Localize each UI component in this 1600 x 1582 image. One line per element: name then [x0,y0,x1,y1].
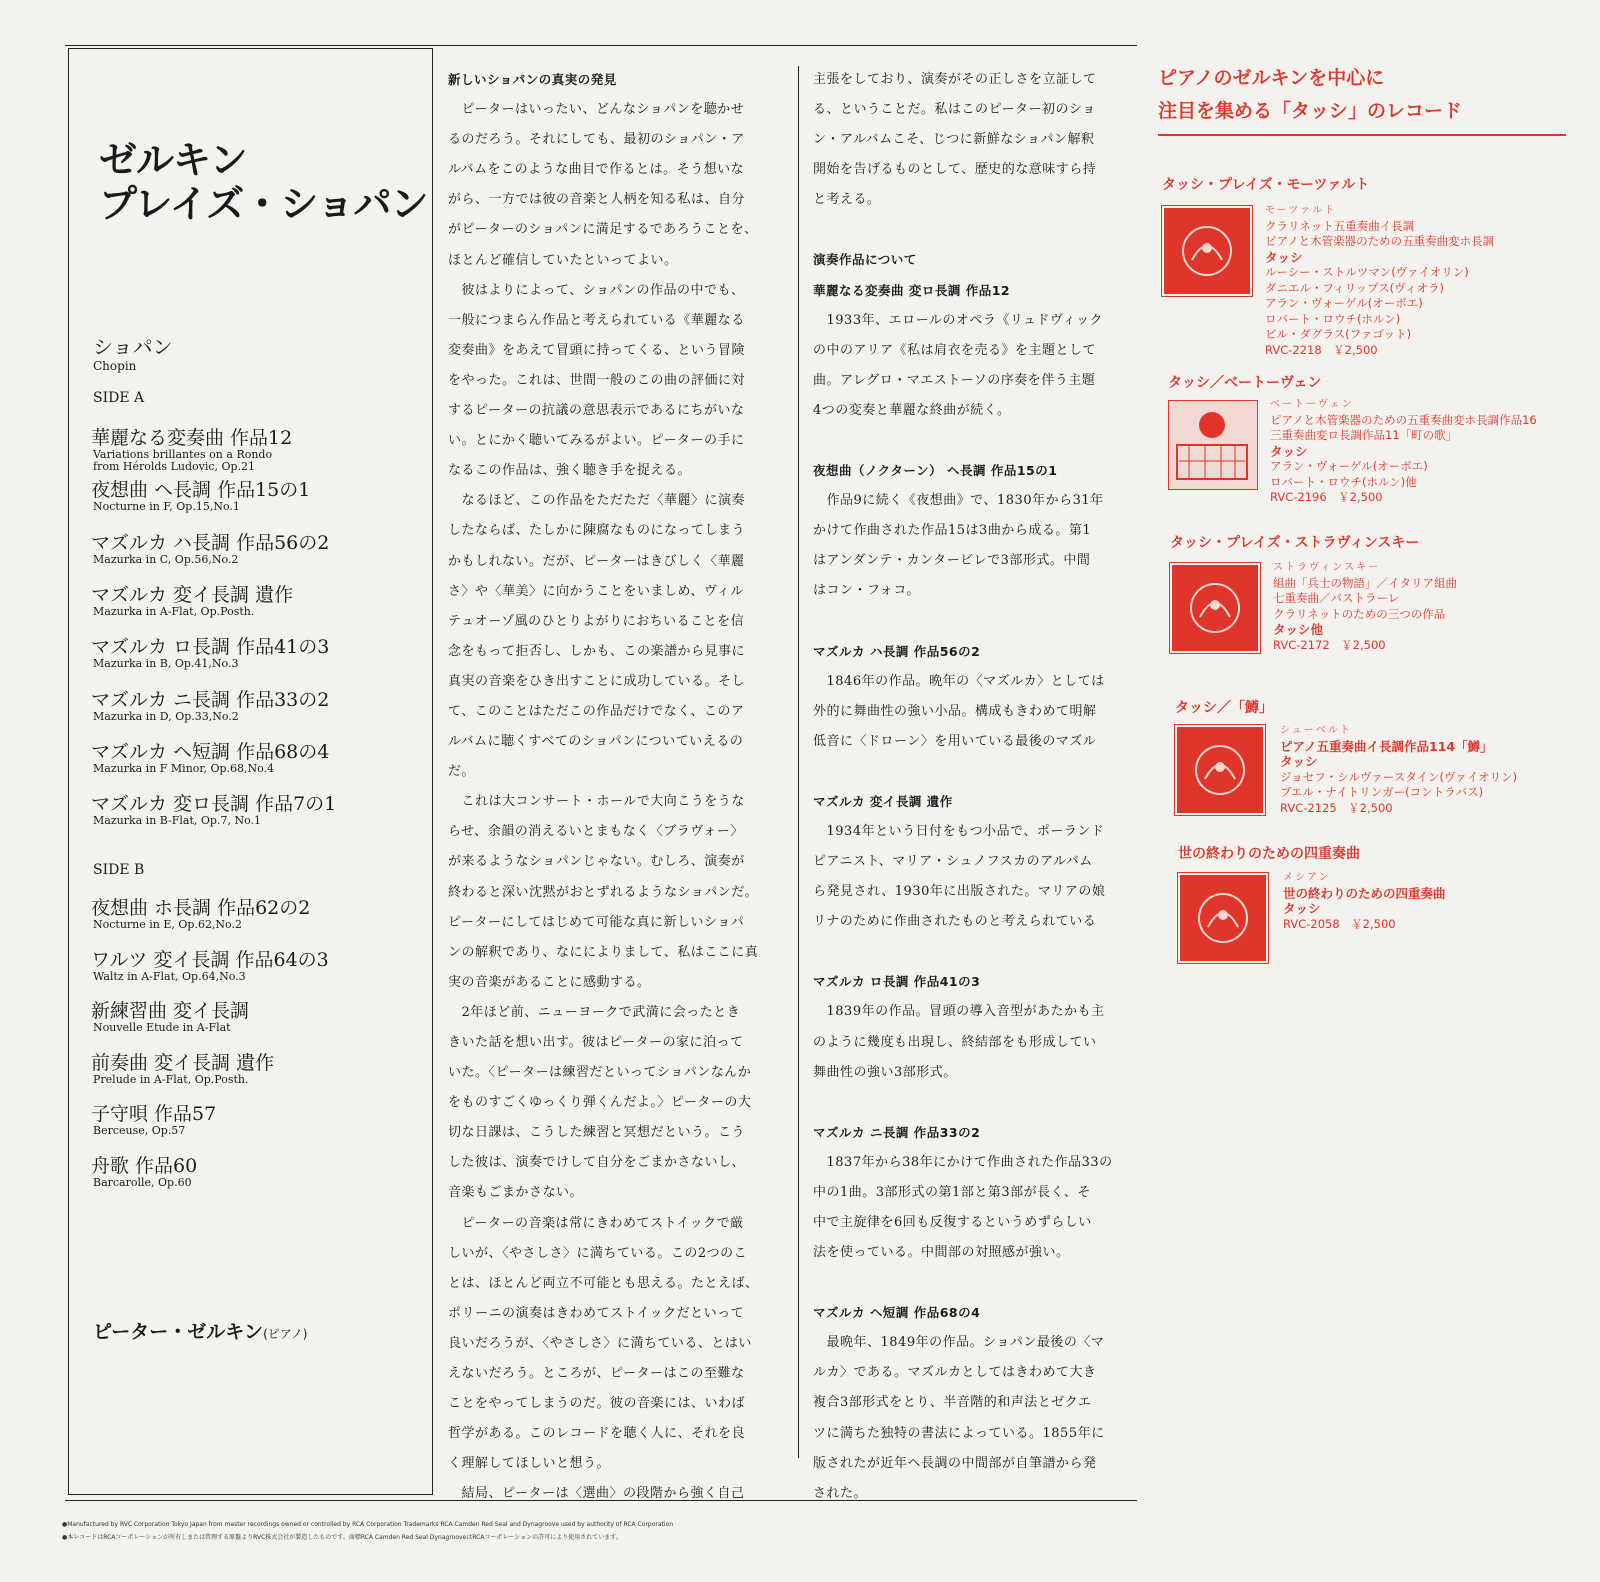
track-item [91,1155,426,1189]
ad-heading-line1: ピアノのゼルキンを中心に [1158,67,1385,89]
ad-detail-line: RVC-2125 ￥2,500 [1280,800,1393,815]
essay-line: 終わると深い沈黙がおとずれるようなショパンだ。 [448,884,759,900]
ad-detail-line: ロバート・ロウチ(ホルン)他 [1270,474,1417,489]
essay-line: きいた話を想い出す。彼はピーターの家に泊って [448,1035,744,1050]
section-heading: マズルカ 変イ長調 遺作 [813,793,953,809]
track-title-jp: マズルカ 変イ長調 遺作 [91,583,294,606]
essay-line: 4つの変奏と華麗な終曲が続く。 [813,402,1011,418]
essay-line: ポリーニの演奏はきわめてストイックだといって [448,1305,745,1321]
essay-line: ン・アルバムこそ、じつに新鮮なショパン解釈 [813,132,1095,148]
essay-line: ら発見され、1930年に出版された。マリアの娘 [813,884,1106,900]
essay-line: ンの解釈であり、なにによりまして、私はここに真 [448,944,759,960]
track-item [91,427,426,473]
album-title-line1: ゼルキン [99,138,247,182]
track-title-jp: 前奏曲 変イ長調 遺作 [91,1051,275,1074]
side-b-label: SIDE B [93,862,145,878]
side-a-label: SIDE A [93,390,145,406]
ad-detail-line: ジョセフ・シルヴァースタイン(ヴァイオリン) [1280,769,1518,784]
essay-line: したならば、たしかに陳腐なものになってしまう [448,523,746,539]
track-item [91,741,426,775]
track-title-en: Nocturne in E, Op.62,No.2 [93,918,242,931]
ad-record-details [1283,870,1446,932]
essay-line: 中で主旋律を6回も反復するというめずらしい [813,1215,1092,1230]
essay-line: るのだろう。それにしても、最初のショパン・ア [448,132,745,148]
cover-art-icon [1164,208,1250,294]
essay-line: 1934年という日付をもつ小品で、ポーランド [813,823,1105,839]
performer-name: ピーター・ゼルキン [93,1321,264,1343]
essay-line: 作品9に続く《夜想曲》で、1830年から31年 [813,493,1104,509]
essay-line: ルバムをこのような曲目で作るとは。そう想いな [448,162,745,178]
ad-detail-line: タッシ他 [1273,622,1324,637]
messiaen-cover [1178,873,1268,963]
track-title-en: Berceuse, Op.57 [93,1124,186,1137]
ad-detail-line: RVC-2218 ￥2,500 [1265,342,1378,357]
footer-notice-jp: ●本レコードはRCAコーポレーションが所有しまたは管理する原盤よりRVC株式会社が製造したものです。商標RCA Camden Red Seal DynagrooveはRCAコーポレーションの許可により使用されています。 [62,1534,622,1541]
ad-detail-line: ストラヴィンスキー [1273,562,1381,573]
essay-column-1 [448,65,790,1502]
essay-line: 彼はよりによって、ショパンの作品の中でも、 [448,282,745,298]
track-title-en: Mazurka in B, Op.41,No.3 [93,657,239,671]
essay-line: 結局、ピーターは〈選曲〉の段階から強く自己 [448,1486,745,1502]
essay-line: テュオーゾ風のひとりよがりにおちいることを信 [448,613,745,629]
ad-detail-line: ピアノ五重奏曲イ長調作品114「鱒」 [1280,738,1493,754]
essay-line: のように幾度も出現し、終結部をも形成してい [813,1034,1097,1050]
column-divider [798,66,799,1458]
essay-line: かもしれない。だが、ピーターはきびしく〈華麗 [448,553,745,569]
essay-line: 開始を告げるものとして、歴史的な意味すら持 [813,162,1097,178]
tashi-logo-cover [1162,206,1252,296]
track-title-en: Nocturne in F, Op.15,No.1 [93,500,240,514]
ad-record-title: 世の終わりのための四重奏曲 [1178,846,1360,862]
section-heading: 演奏作品について [813,252,917,268]
essay-line: とは、ほとんど両立不可能とも思える。たとえば、 [448,1275,759,1291]
essay-line: 切な日課は、こうした練習と冥想だという。こう [448,1125,746,1141]
ad-detail-line: クラリネット五重奏曲イ長調 [1265,218,1415,233]
track-title-jp: 新練習曲 変イ長調 [91,1000,250,1022]
essay-line: て、このことはただこの作品だけでなく、このア [448,703,745,719]
ad-detail-line: タッシ [1283,901,1321,916]
paragraph-gap [813,426,1138,456]
track-title-en: Barcarolle, Op.60 [93,1175,192,1189]
essay-line: 実の音楽があることに感動する。 [448,974,651,990]
track-title-jp: 夜想曲 ヘ長調 作品15の1 [91,479,311,502]
cover-art-icon [1180,875,1266,961]
essay-line: ほとんど確信していたといってよい。 [448,252,678,268]
ad-detail-line: 三重奏曲変ロ長調作品11「町の歌」 [1270,428,1458,442]
ad-detail-line: ブエル・ナイトリンガー(コントラバス) [1280,785,1484,799]
ad-detail-line: ベートーヴェン [1270,399,1354,410]
essay-line: しいが、〈やさしさ〉に満ちている。この2つのこ [448,1245,748,1261]
ad-detail-line: 組曲「兵士の物語」／イタリア組曲 [1273,575,1457,590]
section-heading: 夜想曲（ノクターン） ヘ長調 作品15の1 [813,463,1058,479]
essay-line: の中のアリア《私は肩衣を売る》を主題として [813,342,1096,358]
track-item [91,1103,426,1137]
track-title-en: Mazurka in B-Flat, Op.7, No.1 [93,814,262,828]
track-title-jp: マズルカ ヘ短調 作品68の4 [91,740,330,763]
ad-record-title: タッシ／「鱒」 [1175,700,1273,716]
essay-line: 2年ほど前、ニューヨークで武満に会ったとき [448,1004,741,1020]
essay-line: ピーターにしてはじめて可能な真に新しいショパ [448,914,745,930]
track-item [91,1000,426,1034]
essay-line: いた。〈ピーターは練習だといってショパンなんか [448,1065,752,1081]
paragraph-gap [813,1088,1138,1118]
essay-line: ツに満ちた独特の書法によっている。1855年に [813,1425,1105,1441]
stravinsky-cover [1170,563,1260,653]
essay-line: 主張をしており、演奏がその正しさを立証して [813,72,1097,87]
track-title-jp: マズルカ ニ長調 作品33の2 [91,688,330,711]
track-title-jp: マズルカ 変ロ長調 作品7の1 [91,793,337,816]
ad-detail-line: モーツァルト [1265,205,1337,216]
essay-line: なるこの作品は、強く聴き手を捉える。 [448,463,692,479]
ad-detail-line: タッシ [1265,249,1303,265]
essay-line: はアンダンテ・カンタービレで3部形式。中間 [813,553,1091,569]
essay-line: 1933年、エロールのオペラ《リュドヴィック [813,312,1104,328]
essay-line: い。とにかく聴いてみるがよい。ピーターの手に [448,433,745,449]
section-heading: マズルカ ハ長調 作品56の2 [813,643,981,659]
essay-line: をやった。これは、世間一般のこの曲の評価に対 [448,372,746,388]
essay-line: これは大コンサート・ホールで大向こうをうな [448,794,745,810]
track-title-en: Mazurka in F Minor, Op.68,No.4 [93,761,275,775]
track-item [91,1052,426,1086]
track-item [91,584,426,618]
essay-line: 舞曲性の強い3部形式。 [813,1064,957,1080]
essay-line: された。 [813,1485,868,1501]
essay-line: ピアニスト、マリア・シュノフスカのアルバム [813,854,1093,870]
essay-line: 最晩年、1849年の作品。ショパン最後の〈マ [813,1335,1105,1351]
essay-line: 法を使っている。中間部の対照感が強い。 [813,1245,1070,1261]
cover-art-icon [1177,727,1263,813]
track-item [91,479,426,513]
essay-line: く理解してほしいと想う。 [448,1456,611,1472]
ad-record-details [1265,203,1494,358]
track-title-en: Nouvelle Etude in A-Flat [93,1021,231,1034]
track-title-en: Mazurka in D, Op.33,No.2 [93,709,239,723]
essay-line: するピーターの抗議の意思表示であるにちがいな [448,403,745,419]
paragraph-gap [813,937,1138,967]
essay-line: 音楽もごまかさない。 [448,1185,584,1201]
essay-line: ルバムに聴くすべてのショパンについていえるの [448,734,744,750]
track-item [91,897,426,931]
trout-cover [1175,725,1265,815]
paragraph-gap [813,1268,1138,1298]
section-heading: 新しいショパンの真実の発見 [448,72,617,87]
track-title-jp: 舟歌 作品60 [91,1154,198,1177]
essay-line: 良いだろうが、〈やさしさ〉に満ちている、とはい [448,1335,752,1351]
track-title-en: Waltz in A-Flat, Op.64,No.3 [93,969,246,983]
essay-line: が来るようなショパンじゃない。むしろ、演奏が [448,854,745,870]
essay-line: 念をもって拒否し、しかも、この楽譜から見事に [448,643,746,659]
ad-detail-line: ダニエル・フィリップス(ヴィオラ) [1265,280,1444,295]
track-title-en: Mazurka in C, Op.56,No.2 [93,552,239,566]
essay-line: らせ、余韻の消えるいとまもなく〈ブラヴォー〉 [448,824,744,840]
cover-art-icon [1169,401,1255,487]
essay-line: リナのために作曲されたものと考えられている [813,914,1097,930]
essay-line: 1839年の作品。冒頭の導入音型があたかも主 [813,1004,1105,1020]
section-heading: マズルカ ヘ短調 作品68の4 [813,1305,981,1321]
top-rule [65,45,1137,46]
essay-line: 1846年の作品。晩年の〈マズルカ〉としては [813,673,1105,689]
ad-record-title: タッシ・プレイズ・モーツァルト [1162,177,1370,193]
section-heading: マズルカ ロ長調 作品41の3 [813,974,981,990]
ad-record-details [1273,560,1457,653]
track-item [91,636,426,670]
ad-heading [1158,62,1568,128]
track-title-jp: ワルツ 変イ長調 作品64の3 [91,948,329,971]
ad-record-details [1280,723,1517,816]
ad-record-details [1270,397,1537,506]
ad-heading-line2: 注目を集める「タッシ」のレコード [1158,100,1463,122]
ad-record-title: タッシ・プレイズ・ストラヴィンスキー [1170,535,1420,551]
footer-notice-en: ●Manufactured by RVC Corporation Tokyo Japan from master recordings owned or controlled by RCA Corporation Trademarks RCA Camden Red Seal and Dynagroove used by authority of RCA Corporation [62,1521,674,1528]
essay-line: ピーターの音楽は常にきわめてストイックで厳 [448,1215,744,1231]
essay-line: えないだろう。ところが、ピーターはこの至難な [448,1366,745,1382]
track-title-en: Mazurka in A-Flat, Op.Posth. [93,604,255,618]
essay-line: かけて作曲された作品15は3曲から成る。第1 [813,523,1092,539]
track-title-jp: 夜想曲 ホ長調 作品62の2 [91,897,311,919]
ad-detail-line: ピアノと木管楽器のための五重奏曲変ホ長調作品16 [1270,412,1537,427]
essay-line: 1837年から38年にかけて作曲された作品33の [813,1154,1113,1170]
essay-line: 版されたが近年ヘ長調の中間部が自筆譜から発 [813,1455,1097,1471]
essay-line: る、ということだ。私はこのピーター初のショ [813,102,1096,118]
essay-line: だ。 [448,764,476,780]
ad-detail-line: RVC-2172 ￥2,500 [1273,637,1386,652]
ad-detail-line: アラン・ヴォーゲル(オーボエ) [1265,296,1423,310]
essay-line: 中の1曲。3部形式の第1部と第3部が長く、そ [813,1184,1091,1200]
section-heading: マズルカ ニ長調 作品33の2 [813,1124,981,1140]
track-item [91,793,426,827]
ad-detail-line: シューベルト [1280,725,1352,736]
essay-line: と考える。 [813,192,881,208]
ad-detail-line: RVC-2196 ￥2,500 [1270,490,1383,504]
ad-detail-line: クラリネットのための三つの作品 [1273,606,1446,621]
track-item [91,532,426,566]
essay-line: がピーターのショパンに満足するであろうことを、 [448,222,758,238]
essay-line: 真実の音楽をひき出すことに成功している。そし [448,673,746,689]
essay-line: ルカ〉である。マズルカとしてはきわめて大き [813,1365,1097,1381]
essay-line: 哲学がある。このレコードを聴く人に、それを良 [448,1426,746,1442]
track-item [91,689,426,723]
cover-art-icon [1172,565,1258,651]
track-title-jp: マズルカ ロ長調 作品41の3 [91,636,330,659]
paragraph-gap [813,215,1138,245]
essay-line: した彼は、演奏でけして自分をごまかさないし、 [448,1155,746,1171]
tracklist-panel [68,48,433,1495]
ad-detail-line: 世の終わりのための四重奏曲 [1283,885,1446,901]
paragraph-gap [813,757,1138,787]
paragraph-gap [813,607,1138,637]
ad-detail-line: タッシ [1270,443,1308,459]
ad-detail-line: RVC-2058 ￥2,500 [1283,916,1396,931]
essay-line: なるほど、この作品をただただ〈華麗〉に演奏 [448,493,746,509]
beethoven-cover [1168,400,1258,490]
essay-line: 低音に〈ドローン〉を用いている最後のマズル [813,733,1097,749]
essay-line: はコン・フォコ。 [813,583,920,599]
track-title-jp: 子守唄 作品57 [91,1103,217,1125]
ad-detail-line: アラン・ヴォーゲル(オーボエ) [1270,459,1428,473]
ad-detail-line: ビル・ダグラス(ファゴット) [1265,327,1412,341]
essay-line: さ〉や〈華美〉に向かうことをいましめ、ヴィル [448,583,744,599]
track-title-en: Prelude in A-Flat, Op.Posth. [93,1072,249,1086]
track-item [91,949,426,983]
ad-detail-line: ピアノと木管楽器のための五重奏曲変ホ長調 [1265,234,1495,248]
essay-line: 曲。アレグロ・マエストーソの序奏を伴う主題 [813,372,1096,388]
composer-name-en: Chopin [93,359,137,373]
essay-line: 一般につまらん作品と考えられている《華麗なる [448,312,745,328]
ad-detail-line: メシアン [1283,872,1331,883]
track-title-en: Variations brillantes on a Rondo from Hérolds Ludovic, Op.21 [93,448,273,473]
essay-line: 変奏曲》をあえて冒頭に持ってくる、という冒険 [448,342,746,358]
ad-detail-line: タッシ [1280,754,1318,769]
album-title-line2: プレイズ・ショパン [99,182,428,226]
ad-heading-rule [1158,134,1566,136]
performer-credit [93,1317,307,1344]
essay-line: がら、一方では彼の音楽と人柄を知る私は、自分 [448,192,746,208]
section-heading: 華麗なる変奏曲 変ロ長調 作品12 [813,282,1011,298]
essay-line: 外的に舞曲性の強い小品。構成もきわめて明解 [813,703,1097,719]
essay-line: 複合3部形式をとり、半音階的和声法とゼクエ [813,1395,1092,1411]
essay-line: ピーターはいったい、どんなショパンを聴かせ [448,102,745,118]
essay-column-2 [813,65,1138,1501]
essay-line: をものすごくゆっくり弾くんだよ。〉ピーターの大 [448,1095,752,1111]
ad-record-title: タッシ／ベートーヴェン [1168,375,1322,391]
essay-line: ことをやってしまうのだ。彼の音楽には、いわば [448,1396,746,1412]
performer-role: (ピアノ) [263,1327,308,1341]
track-title-jp: マズルカ ハ長調 作品56の2 [91,531,330,554]
track-title-jp: 華麗なる変奏曲 作品12 [91,427,293,449]
ad-detail-line: ロバート・ロウチ(ホルン) [1265,311,1401,326]
ad-detail-line: ルーシー・ストルツマン(ヴァイオリン) [1265,265,1469,279]
ad-detail-line: 七重奏曲／パストラーレ [1273,591,1400,605]
composer-name-jp: ショパン [93,335,173,359]
